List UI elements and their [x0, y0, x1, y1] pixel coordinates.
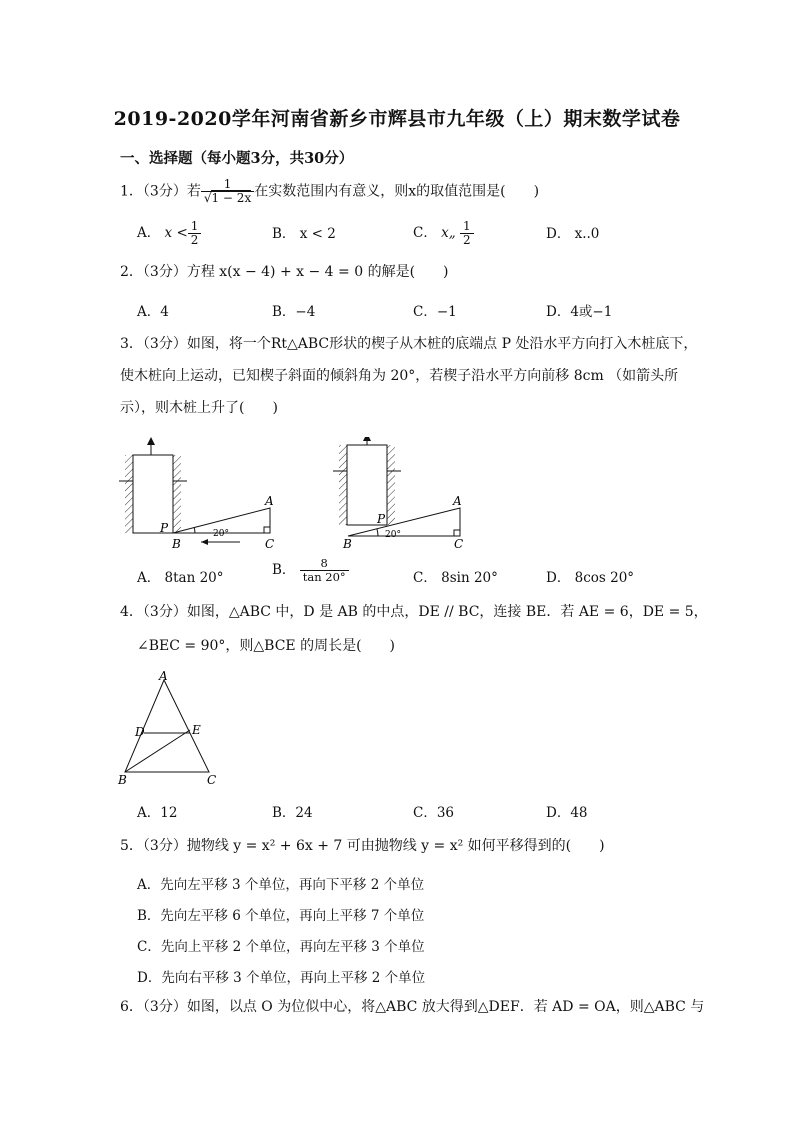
q3-option-a[interactable]: A． 8tan 20°: [137, 570, 224, 586]
q4-label-b: B: [118, 773, 127, 787]
q3-label-c2: C: [454, 537, 464, 551]
q3-label-p: P: [160, 521, 169, 535]
q1-prefix: 1．（3分）若: [120, 183, 201, 200]
q3-label-b2: B: [343, 537, 352, 551]
q3-figure: [115, 437, 485, 557]
q5-option-c[interactable]: C．先向上平移 2 个单位，再向左平移 3 个单位: [137, 939, 425, 955]
q4-option-a[interactable]: A．12: [137, 805, 178, 821]
q3-option-b[interactable]: B． $\frac{8}{\tan 20^\circ}$: [272, 557, 349, 584]
q4-option-c[interactable]: C．36: [413, 805, 455, 821]
q4-label-c: C: [207, 773, 217, 787]
q1-option-d[interactable]: D． x..0: [546, 226, 600, 242]
page-title: 2019-2020学年河南省新乡市辉县市九年级（上）期末数学试卷: [113, 108, 681, 130]
q3-label-p2: P: [377, 512, 386, 526]
q3-figure-right: [333, 437, 463, 551]
section-heading: 一、选择题（每小题3分，共30分）: [120, 150, 354, 167]
q2-option-b[interactable]: B．−4: [272, 304, 316, 320]
q4-figure: [115, 670, 225, 788]
q5-option-a[interactable]: A．先向左平移 3 个单位，再向下平移 2 个单位: [137, 877, 425, 893]
q1-fraction: $\frac{1}{√1 - 2x}$: [201, 178, 254, 205]
q1-suffix: 在实数范围内有意义，则x的取值范围是( ): [254, 183, 540, 200]
q4-label-d: D: [135, 725, 145, 739]
q1-option-b[interactable]: B． x < 2: [272, 226, 336, 242]
q3-option-c[interactable]: C． 8sin 20°: [413, 570, 498, 586]
question-4-line-1: 4．（3分）如图，△ABC 中，D 是 AB 的中点，DE // BC，连接 BE．若 AE = 6，DE = 5，: [120, 604, 708, 620]
question-3-line-2: 使木桩向上运动，已知楔子斜面的倾斜角为 20°，若楔子沿水平方向前移 8cm （如箭头所: [120, 368, 679, 384]
q5-option-b[interactable]: B．先向左平移 6 个单位，再向上平移 7 个单位: [137, 908, 425, 924]
q3-label-c: C: [265, 537, 275, 551]
q5-option-d[interactable]: D．先向右平移 3 个单位，再向上平移 2 个单位: [137, 970, 426, 986]
q2-option-d[interactable]: D．4或−1: [546, 304, 613, 320]
question-5: 5．（3分）抛物线 y = x² + 6x + 7 可由抛物线 y = x² 如何平移得到的( ): [120, 838, 605, 854]
q1-numerator: 1: [201, 178, 254, 192]
q3-figure-left: [119, 437, 274, 551]
q3-label-b: B: [172, 537, 181, 551]
question-6: 6．（3分）如图，以点 O 为位似中心，将△ABC 放大得到△DEF．若 AD = OA，则△ABC 与: [120, 999, 705, 1015]
question-3-line-1: 3．（3分）如图，将一个Rt△ABC形状的楔子从木桩的底端点 P 处沿水平方向打入木桩底下，: [120, 336, 698, 352]
q2-option-c[interactable]: C．−1: [413, 304, 457, 320]
q1-option-a[interactable]: A． x < $\frac{1}{2}$: [137, 220, 201, 247]
q2-option-a[interactable]: A．4: [137, 304, 169, 320]
question-1: [120, 178, 539, 205]
q3-label-a: A: [265, 494, 274, 508]
question-4-line-2: ∠BEC = 90°，则△BCE 的周长是( ): [137, 638, 396, 654]
question-2: 2．（3分）方程 x(x − 4) + x − 4 = 0 的解是( ): [120, 264, 449, 280]
q1-option-c[interactable]: C． x„ $\frac{1}{2}$: [413, 220, 474, 247]
q4-label-e: E: [192, 723, 201, 737]
q3-option-d[interactable]: D． 8cos 20°: [546, 570, 635, 586]
q4-option-b[interactable]: B．24: [272, 805, 313, 821]
q3-label-angle2: 20°: [385, 530, 401, 540]
q4-label-a: A: [159, 670, 168, 683]
q1-denominator: 1 − 2x: [211, 191, 252, 205]
question-3-line-3: 示），则木桩上升了( ): [120, 400, 278, 416]
q3-label-a2: A: [453, 494, 462, 508]
q4-option-d[interactable]: D．48: [546, 805, 588, 821]
q3-label-angle: 20°: [213, 529, 229, 539]
